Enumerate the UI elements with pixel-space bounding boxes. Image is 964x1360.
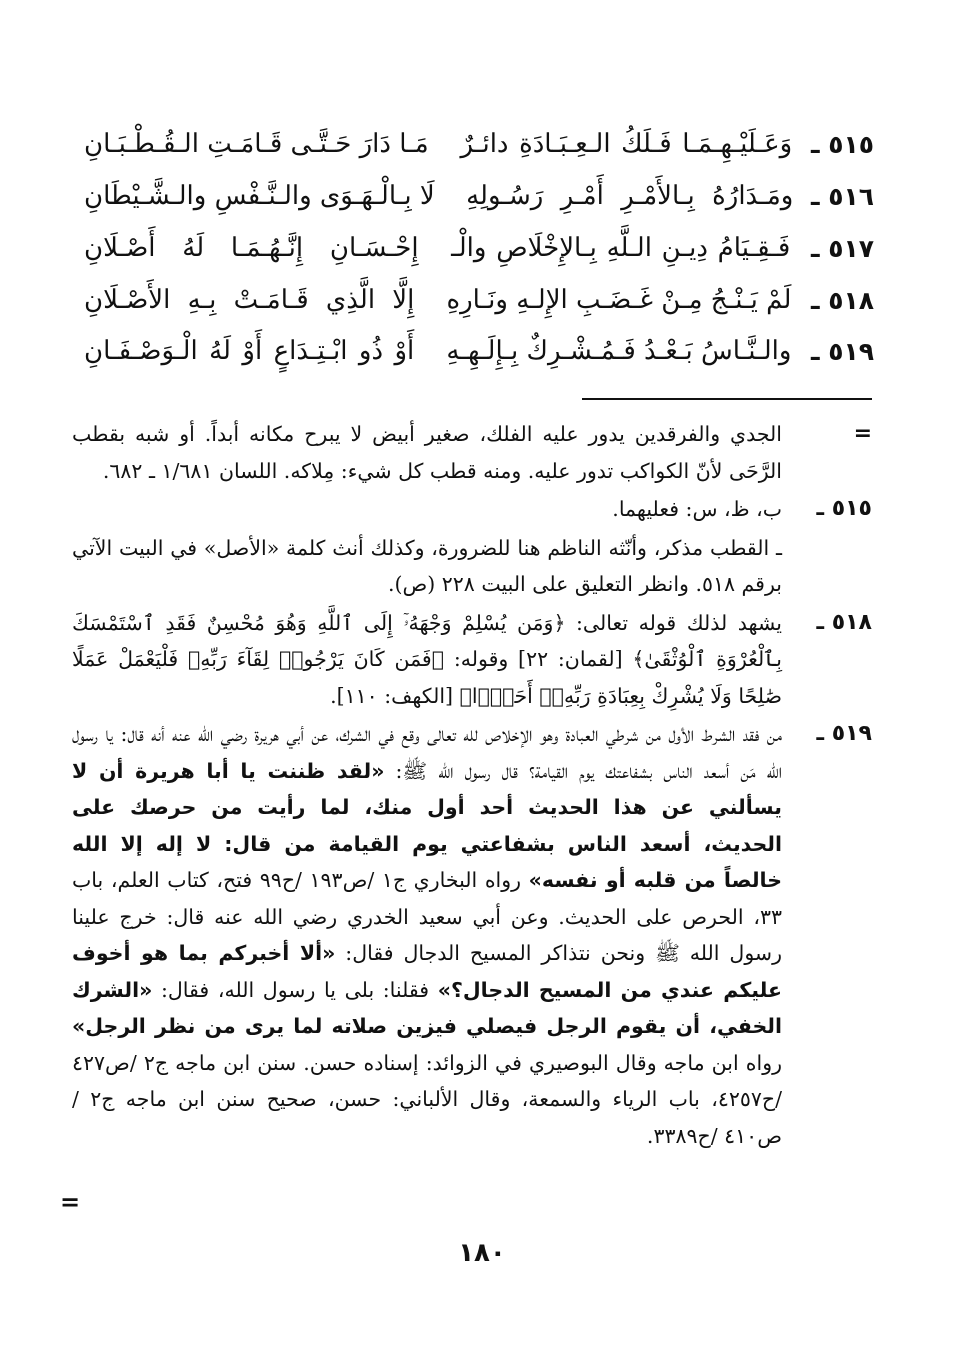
footnote <box>72 716 872 1154</box>
footnote-text-run: يشهد لذلك قوله تعالى: ﴿وَمَن يُسْلِمْ وَجْهَهُۥٓ إِلَى ٱللَّهِ وَهُوَ مُحْسِنٌ فَقَدِ ٱسْتَمْسَكَ بِٱلْعُرْوَةِ ٱلْوُثْقَىٰ﴾ [لقمان: ٢٢] وقوله: ﴿فَمَن كَانَ يَرْجُوا۟ لِقَآءَ رَبِّهِۦ فَلْيَعْمَلْ عَمَلًا صَٰلِحًا وَلَا يُشْرِكْ بِعِبَادَةِ رَبِّهِۦٓ أَحَدًۢا﴾ [الكهف: ١١٠]. <box>72 610 782 708</box>
footnote <box>72 491 872 528</box>
verse-first-hemistich: ومَـدَارُهُ بِـالأَمْـرِ أَمْـرِ رَسُـولِهِ <box>466 181 794 211</box>
footnote-number: ٥١٥ ـ <box>816 496 872 521</box>
footnote-separator <box>582 398 872 400</box>
hadith-quote: «ألا أخبركم بما هو أخوف عليكم عندي من المسيح الدجال؟» <box>72 941 782 1002</box>
footnote-number: = <box>853 421 872 446</box>
verse-row <box>84 323 874 379</box>
verse-number: ٥١٨ ـ <box>810 285 874 315</box>
footnotes <box>72 416 872 1156</box>
verse-number: ٥١٧ ـ <box>810 233 874 263</box>
footnote-text <box>72 491 782 528</box>
footnote-text <box>72 416 782 489</box>
footnote-text <box>72 716 782 1154</box>
verse-number: ٥١٥ ـ <box>810 129 874 159</box>
footnote-text-run: ـ القطب مذكر، وأنّثه الناظم هنا للضرورة، وكذلك أنث كلمة «الأصل» في البيت الآتي برقم ٥١٨. وانظر التعليق على البيت ٢٢٨ (ص). <box>72 535 782 596</box>
verse-second-hemistich: لَا بِـالْـهَـوَى والـنَّـفْسِ والـشَّـيْطَانِ <box>84 181 435 211</box>
footnote-text-run: فقلنا: بلى يا رسول الله، فقال: <box>152 977 438 1002</box>
footnote-text-run: ب، ظ، س: فعليهما. <box>612 497 782 521</box>
footnote-number: ٥١٩ ـ <box>816 721 872 746</box>
verse-second-hemistich: إِلَّا الَّذِي قَـامَـتْ بِـهِ الأَصْـلَانِ <box>83 285 415 315</box>
verse-second-hemistich: مَـا دَارَ حَـتَّـى قَـامَـتِ الـقُـطْـبَـانِ <box>83 129 429 159</box>
verse-first-hemistich: وَعَـلَيْـهِـمَـا فَـلَكُ الـعِـبَـادَةِ دائـرٌ <box>460 129 793 159</box>
verse-row <box>84 272 874 328</box>
page-number: ١٨٠ <box>458 1238 506 1268</box>
verse-second-hemistich: أَوْ ذُو ابْـتِـدَاعٍ أَوْ لَهُ الْـوَصْـفَـانِ <box>84 336 415 366</box>
hadith-quote: «لقد ظننت يا أبا هريرة أن لا يسألني عن هذا الحديث أحد أول منك، لما رأيت من حرصك على الحديث، أسعد الناس بشفاعتي يوم القيامة من قال: لا إله إلا الله خالصاً من قلبه أو نفسه» <box>72 758 782 892</box>
verse-first-hemistich: فَـقِـيَامُ دِيـنِ الـلَّهِ بِـالإِخْلَاصِ والْـ <box>451 233 791 263</box>
verse-row <box>84 168 874 224</box>
footnote-text <box>72 530 782 603</box>
hadith-quote: «الشرك الخفي، أن يقوم الرجل فيصلي فيزين صلاته لما يرى من نظر الرجل» <box>72 977 782 1038</box>
verse-number: ٥١٩ ـ <box>810 336 874 366</box>
footnote-text-run: رواه ابن ماجه وقال البوصيري في الزوائد: إسناده حسن. سنن ابن ماجه ج٢ /ص٤٢٧ /ح٤٢٥٧، باب الرياء والسمعة، وقال الألباني: حسن، صحيح سنن ابن ماجه ج٢ /ص٤١٠ /ح٣٣٨٩. <box>72 1050 782 1148</box>
verse-row <box>84 116 874 172</box>
footnote-text-run: رواه البخاري ج١ /ص١٩٣ /ح٩٩ فتح، كتاب العلم، باب ٣٣، الحرص على الحديث. وعن أبي سعيد الخدري رضي الله عنه قال: خرج علينا رسول الله ﷺ ونحن نتذاكر المسيح الدجال فقال: <box>72 868 782 965</box>
verse-first-hemistich: لَمْ يَـنْـجُ مِـنْ غَـضَـبِ الإِلـهِ ونَـارِهِ <box>446 285 792 315</box>
verse-row <box>84 220 874 276</box>
footnote-text <box>72 605 782 715</box>
footnote-text-run: من فقد الشرط الأول من شرطي العبادة وهو الإخلاص لله تعالى وقع في الشرك، عن أبي هريرة رضي الله عنه أنه قال: يا رسول الله مَن أسعد الناس بشفاعتك يوم القيامة؟ قال رسول الله ﷺ: <box>72 722 783 783</box>
verse-number: ٥١٦ ـ <box>810 181 874 211</box>
verse-first-hemistich: والـنَّـاسُ بَـعْـدُ فَـمُـشْـرِكٌ بِـإِلَـهِـهِ <box>446 336 792 366</box>
verse-second-hemistich: إِحْـسَـانِ إِنَّـهُـمَـا لَهُ أَصْـلَانِ <box>84 233 419 263</box>
footnote <box>72 416 872 489</box>
footnote-number: ٥١٨ ـ <box>816 609 872 635</box>
footnote <box>72 530 872 603</box>
footnote-text-run: الجدي والفرقدين يدور عليه الفلك، صغير أبيض لا يبرح مكانه أبداً. أو شبه بقطب الرَّحَى لأنّ الكواكب تدور عليه. ومنه قطب كل شيء: مِلاكه. اللسان ١/٦٨١ ـ ٦٨٢. <box>72 422 782 483</box>
continuation-mark: = <box>60 1188 81 1216</box>
footnote <box>72 605 872 715</box>
